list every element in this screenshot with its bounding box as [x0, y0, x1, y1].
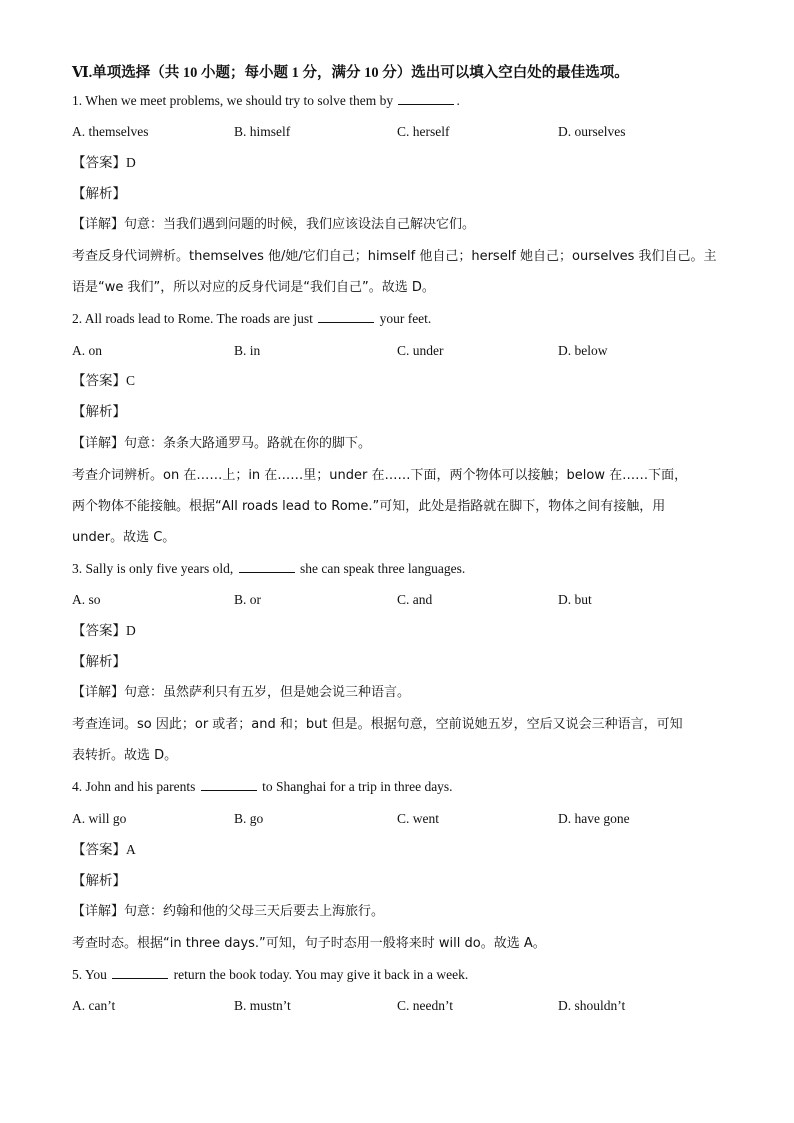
question-stem-3	[72, 560, 722, 578]
answer-blank	[318, 310, 374, 323]
explanation-line: 考查反身代词辨析。themselves 他/她/它们自己；himself 他自己；herself 她自己；ourselves 我们自己。主	[72, 249, 717, 264]
detail-line	[72, 216, 722, 234]
answer-label: 【答案】	[72, 842, 126, 858]
detail-label: 【详解】	[72, 217, 125, 232]
answer-label: 【答案】	[72, 155, 126, 171]
detail-line	[72, 435, 722, 453]
stem-text: .	[456, 93, 460, 108]
answer-label: 【答案】	[72, 373, 126, 389]
question-stem-1	[72, 92, 722, 110]
stem-text: she can speak three languages.	[296, 561, 466, 576]
analysis-label: 【解析】	[72, 654, 126, 670]
explanation-line: 考查介词辨析。on 在……上；in 在……里；under 在……下面，两个物体可以接触；below 在……下面，	[72, 468, 688, 483]
detail-line	[72, 684, 722, 702]
answer-label: 【答案】	[72, 623, 126, 639]
option-b: B. himself	[234, 124, 291, 139]
section-title: Ⅵ.单项选择（共 10 小题；每小题 1 分，满分 10 分）选出可以填入空白处的最佳选项。	[72, 65, 629, 81]
question-stem-2	[72, 310, 722, 328]
detail-label: 【详解】	[72, 436, 125, 451]
answer-value: D	[126, 155, 136, 170]
option-a: A. so	[72, 592, 101, 607]
explanation-line: 考查时态。根据“in three days.”可知，句子时态用一般将来时 will do。故选 A。	[72, 936, 546, 951]
option-b: B. mustn’t	[234, 998, 291, 1013]
answer-line	[72, 622, 722, 640]
question-stem-5	[72, 966, 722, 984]
option-d: D. have gone	[558, 811, 630, 826]
stem-text: 1. When we meet problems, we should try to solve them by	[72, 93, 397, 108]
option-b: B. or	[234, 592, 261, 607]
option-c: C. went	[397, 811, 439, 826]
detail-text: 句意：条条大路通罗马。路就在你的脚下。	[124, 436, 372, 451]
explanation-line: 语是“we 我们”，所以对应的反身代词是“我们自己”。故选 D。	[72, 280, 435, 295]
detail-label: 【详解】	[72, 904, 125, 919]
option-d: D. but	[558, 592, 592, 607]
stem-text: your feet.	[376, 311, 432, 326]
explanation-line: 考查连词。so 因此；or 或者；and 和；but 但是。根据句意，空前说她五岁，空后又说会三种语言，可知	[72, 717, 683, 732]
analysis-label: 【解析】	[72, 404, 126, 420]
explanation-line: under。故选 C。	[72, 530, 176, 545]
answer-blank	[398, 92, 454, 105]
option-a: A. can’t	[72, 998, 116, 1013]
answer-line	[72, 372, 722, 390]
option-c: C. herself	[397, 124, 450, 139]
detail-line	[72, 903, 722, 921]
stem-text: return the book today. You may give it back in a week.	[170, 967, 469, 982]
option-d: D. shouldn’t	[558, 998, 626, 1013]
explanation-line: 两个物体不能接触。根据“All roads lead to Rome.”可知，此处是指路就在脚下，物体之间有接触，用	[72, 499, 666, 514]
explanation-line: 表转折。故选 D。	[72, 748, 178, 763]
stem-text: 2. All roads lead to Rome. The roads are just	[72, 311, 317, 326]
stem-text: 5. You	[72, 967, 111, 982]
option-d: D. below	[558, 343, 608, 358]
option-a: A. on	[72, 343, 102, 358]
detail-text: 句意：当我们遇到问题的时候，我们应该设法自己解决它们。	[124, 217, 476, 232]
question-stem-4	[72, 778, 722, 796]
detail-label: 【详解】	[72, 685, 125, 700]
option-b: B. go	[234, 811, 264, 826]
stem-text: 3. Sally is only five years old,	[72, 561, 237, 576]
answer-value: A	[126, 842, 136, 857]
answer-value: D	[126, 623, 136, 638]
answer-blank	[112, 966, 168, 979]
option-c: C. needn’t	[397, 998, 453, 1013]
option-a: A. themselves	[72, 124, 149, 139]
answer-blank	[239, 560, 295, 573]
stem-text: 4. John and his parents	[72, 779, 199, 794]
option-a: A. will go	[72, 811, 127, 826]
detail-text: 句意：约翰和他的父母三天后要去上海旅行。	[124, 904, 385, 919]
answer-line	[72, 841, 722, 859]
answer-line	[72, 154, 722, 172]
option-c: C. and	[397, 592, 433, 607]
option-d: D. ourselves	[558, 124, 626, 139]
analysis-label: 【解析】	[72, 873, 126, 889]
answer-value: C	[126, 373, 136, 388]
detail-text: 句意：虽然萨利只有五岁，但是她会说三种语言。	[124, 685, 411, 700]
analysis-label: 【解析】	[72, 186, 126, 202]
option-b: B. in	[234, 343, 261, 358]
option-c: C. under	[397, 343, 444, 358]
stem-text: to Shanghai for a trip in three days.	[258, 779, 453, 794]
answer-blank	[201, 778, 257, 791]
